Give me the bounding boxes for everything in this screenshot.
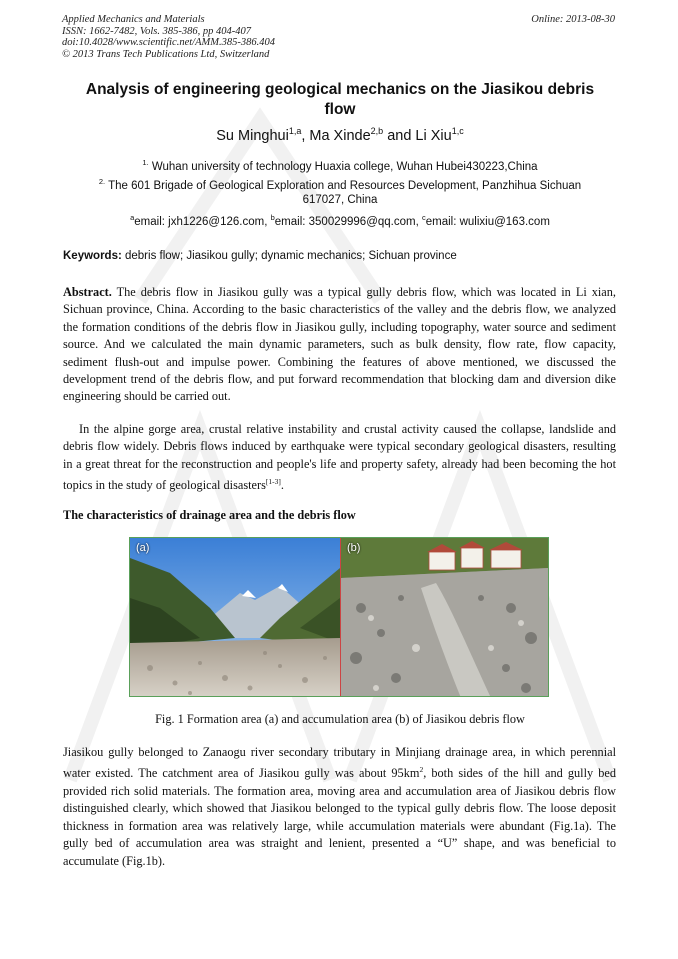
copyright-line: © 2013 Trans Tech Publications Ltd, Switzerland — [62, 48, 270, 60]
figure-1b-photo — [341, 538, 549, 696]
figure-1 — [129, 537, 549, 697]
affiliation-1-marker: 1. — [142, 158, 149, 167]
author-sep-1: , — [301, 127, 310, 144]
intro-text: In the alpine gorge area, crustal relative instability and crustal activity caused the collapse, landslide and debris flow widely. Debris flows induced by earthquake were typical secondary geological disasters, resulting in a great threat for the reconstruction and people's life and property safety, already had been becoming the hot topics in the study of geological disasters — [63, 422, 616, 493]
section-heading: The characteristics of drainage area and the debris flow — [63, 508, 356, 522]
keywords-line — [63, 250, 623, 262]
body-superscript: 2 — [419, 765, 424, 775]
abstract-paragraph — [63, 284, 616, 406]
email-a-marker: a — [130, 213, 135, 222]
affiliation-2-line-2: 617027, China — [302, 194, 378, 206]
abstract-text: The debris flow in Jiasikou gully was a typical gully debris flow, which was located in Li xian, Sichuan province, China. According to the basic characteristics of the valley and the debris flow, we analyzed the formation conditions of the debris flow in Jiasikou gully, including topography, water source and sediment source. And we calculated the main dynamic parameters, such as bulk density, flow rate, flow capacity, sediment flush-out and impulse power. Combining the features of above mentioned, we discussed the development trend of the debris flow, and put forward recommendation that blocking dam and diversion dike engineering should be carried out. — [63, 285, 616, 404]
author-sep-2: and — [383, 127, 416, 144]
body-text-1: Jiasikou gully belonged to Zanaogu river secondary tributary in Minjiang drainage area, in which perennial water existed. The catchment area of Jiasikou gully was about 95km — [63, 745, 616, 781]
mountain-valley-photo — [130, 538, 340, 697]
affiliation-2-marker: 2. — [98, 177, 106, 186]
email-a[interactable]: email: jxh1226@126.com, — [134, 215, 271, 228]
body-text-2: , both sides of the hill and gully bed provided rich solid materials. The formation area, moving area and accumulation area of Jiasikou debris flow distinguished clearly, which showed that Jiasikou belonged to the typical gully debris flow. The loose deposit thickness in formation area was relatively large, while accumulation materials were abundant (Fig.1a). The gully bed of accumulation area was straight and lenient, presented a “U” shape, and was beneficial to accumulate (Fig.1b). — [63, 766, 616, 868]
affiliation-1-text: Wuhan university of technology Huaxia college, Wuhan Hubei430223,China — [148, 160, 538, 173]
email-b[interactable]: email: 350029996@qq.com, — [274, 215, 422, 228]
author-1: Su Minghui — [216, 127, 289, 144]
email-line — [60, 209, 620, 231]
author-list — [60, 126, 620, 144]
intro-paragraph — [63, 421, 616, 495]
title-line-2: flow — [324, 101, 356, 118]
intro-citation[interactable]: [1-3] — [265, 477, 281, 487]
intro-end: . — [280, 478, 284, 493]
online-date: Online: 2013-08-30 — [531, 14, 615, 25]
email-c-marker: c — [421, 213, 426, 222]
keywords-text: debris flow; Jiasikou gully; dynamic mechanics; Sichuan province — [121, 250, 457, 262]
title-line-1: Analysis of engineering geological mechanics on the Jiasikou debris — [85, 81, 595, 98]
email-b-marker: b — [270, 213, 275, 222]
abstract-label: Abstract. — [63, 285, 112, 299]
gully-accumulation-photo — [341, 538, 549, 697]
body-paragraph — [63, 744, 616, 870]
journal-name: Applied Mechanics and Materials — [62, 14, 205, 25]
affiliation-2-text: The 601 Brigade of Geological Exploration and Resources Development, Panzhihua Sichuan — [105, 179, 582, 192]
figure-label-a: (a) — [136, 542, 150, 554]
keywords-label: Keywords: — [63, 250, 122, 262]
doi-line[interactable]: doi:10.4028/www.scientific.net/AMM.385-386.404 — [62, 37, 275, 48]
figure-1-caption: Fig. 1 Formation area (a) and accumulation area (b) of Jiasikou debris flow — [155, 712, 525, 726]
paper-title — [60, 80, 620, 120]
journal-header — [62, 14, 275, 60]
email-c[interactable]: email: wulixiu@163.com — [425, 215, 550, 228]
figure-1a-photo — [130, 538, 341, 696]
figure-label-b: (b) — [347, 542, 361, 554]
author-3-affil: 1,c — [451, 126, 464, 136]
issn-line: ISSN: 1662-7482, Vols. 385-386, pp 404-407 — [62, 25, 251, 37]
author-2: Ma Xinde — [309, 127, 371, 144]
author-3: Li Xiu — [415, 127, 452, 144]
author-2-affil: 2,b — [370, 126, 384, 136]
author-1-affil: 1,a — [288, 126, 302, 136]
